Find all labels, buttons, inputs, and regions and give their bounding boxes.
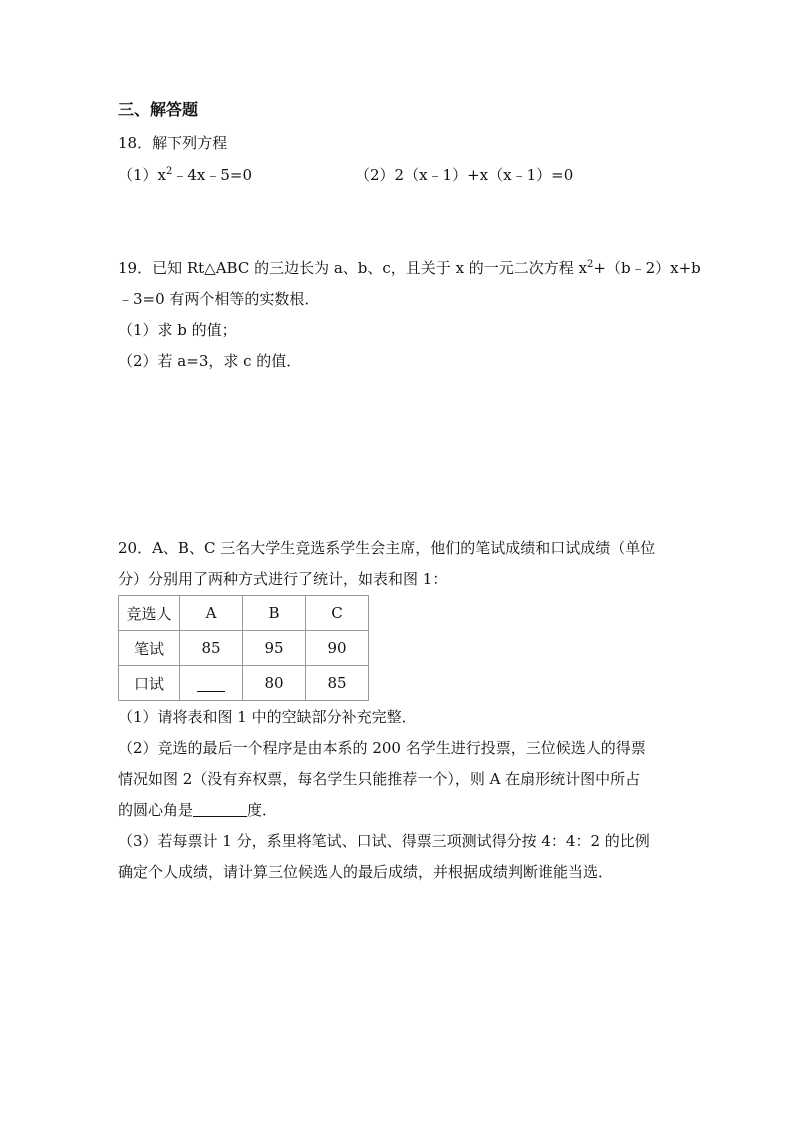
q20-sub3-line2: 确定个人成绩，请计算三位候选人的最后成绩，并根据成绩判断谁能当选．	[118, 863, 614, 881]
table-cell: 竞选人	[119, 596, 180, 631]
table-cell: 笔试	[119, 631, 180, 666]
q20-sub3-line1: （3）若每票计 1 分，系里将笔试、口试、得票三项测试得分按 4：4：2 的比例	[118, 832, 650, 850]
q20-sub2-line1: （2）竞选的最后一个程序是由本系的 200 名学生进行投票，三位候选人的得票	[118, 739, 646, 757]
table-cell: C	[306, 596, 369, 631]
q20-line2: 分）分别用了两种方式进行了统计，如表和图 1：	[118, 570, 448, 588]
answer-blank	[197, 677, 225, 692]
table-cell: A	[180, 596, 243, 631]
q18-title: 18．解下列方程	[118, 134, 228, 152]
table-cell: B	[243, 596, 306, 631]
q20-line1: 20．A、B、C 三名大学生竞选系学生会主席，他们的笔试成绩和口试成绩（单位	[118, 539, 656, 557]
table-cell: 口试	[119, 666, 180, 701]
section-title: 三、解答题	[118, 100, 199, 119]
q19-line2: ﹣3=0 有两个相等的实数根．	[118, 290, 320, 308]
q20-sub1: （1）请将表和图 1 中的空缺部分补充完整．	[118, 708, 417, 726]
q19-line1-b: +（b﹣2）x+b	[593, 259, 701, 277]
score-table	[118, 595, 369, 701]
q18-part1-a: （1）x	[118, 166, 167, 184]
table-cell: 90	[306, 631, 369, 666]
q18-part2: （2）2（x﹣1）+x（x﹣1）=0	[355, 166, 574, 184]
q20-sub2-line2: 情况如图 2（没有弃权票，每名学生只能推荐一个），则 A 在扇形统计图中所占	[118, 770, 641, 788]
q18-part1	[118, 165, 252, 185]
q20-sub2-line3-a: 的圆心角是	[118, 801, 194, 819]
q19-sub1: （1）求 b 的值；	[118, 321, 237, 339]
table-cell-blank	[180, 666, 243, 701]
q20-sub2-line3	[118, 800, 277, 820]
answer-blank	[193, 801, 247, 817]
q19-line1-a: 19．已知 Rt△ABC 的三边长为 a、b、c，且关于 x 的一元二次方程 x	[118, 259, 588, 277]
table-cell: 85	[306, 666, 369, 701]
q18-part1-sup: 2	[166, 166, 173, 177]
table-row-written	[119, 631, 369, 666]
table-cell: 80	[243, 666, 306, 701]
q20-sub2-line3-b: 度．	[247, 801, 278, 819]
table-cell: 85	[180, 631, 243, 666]
q19-line1	[118, 258, 701, 278]
q19-sub2: （2）若 a=3，求 c 的值．	[118, 352, 302, 370]
table-row-header	[119, 596, 369, 631]
table-row-oral	[119, 666, 369, 701]
q18-part1-b: ﹣4x﹣5=0	[172, 166, 253, 184]
table-cell: 95	[243, 631, 306, 666]
q19-line1-sup: 2	[587, 259, 594, 270]
